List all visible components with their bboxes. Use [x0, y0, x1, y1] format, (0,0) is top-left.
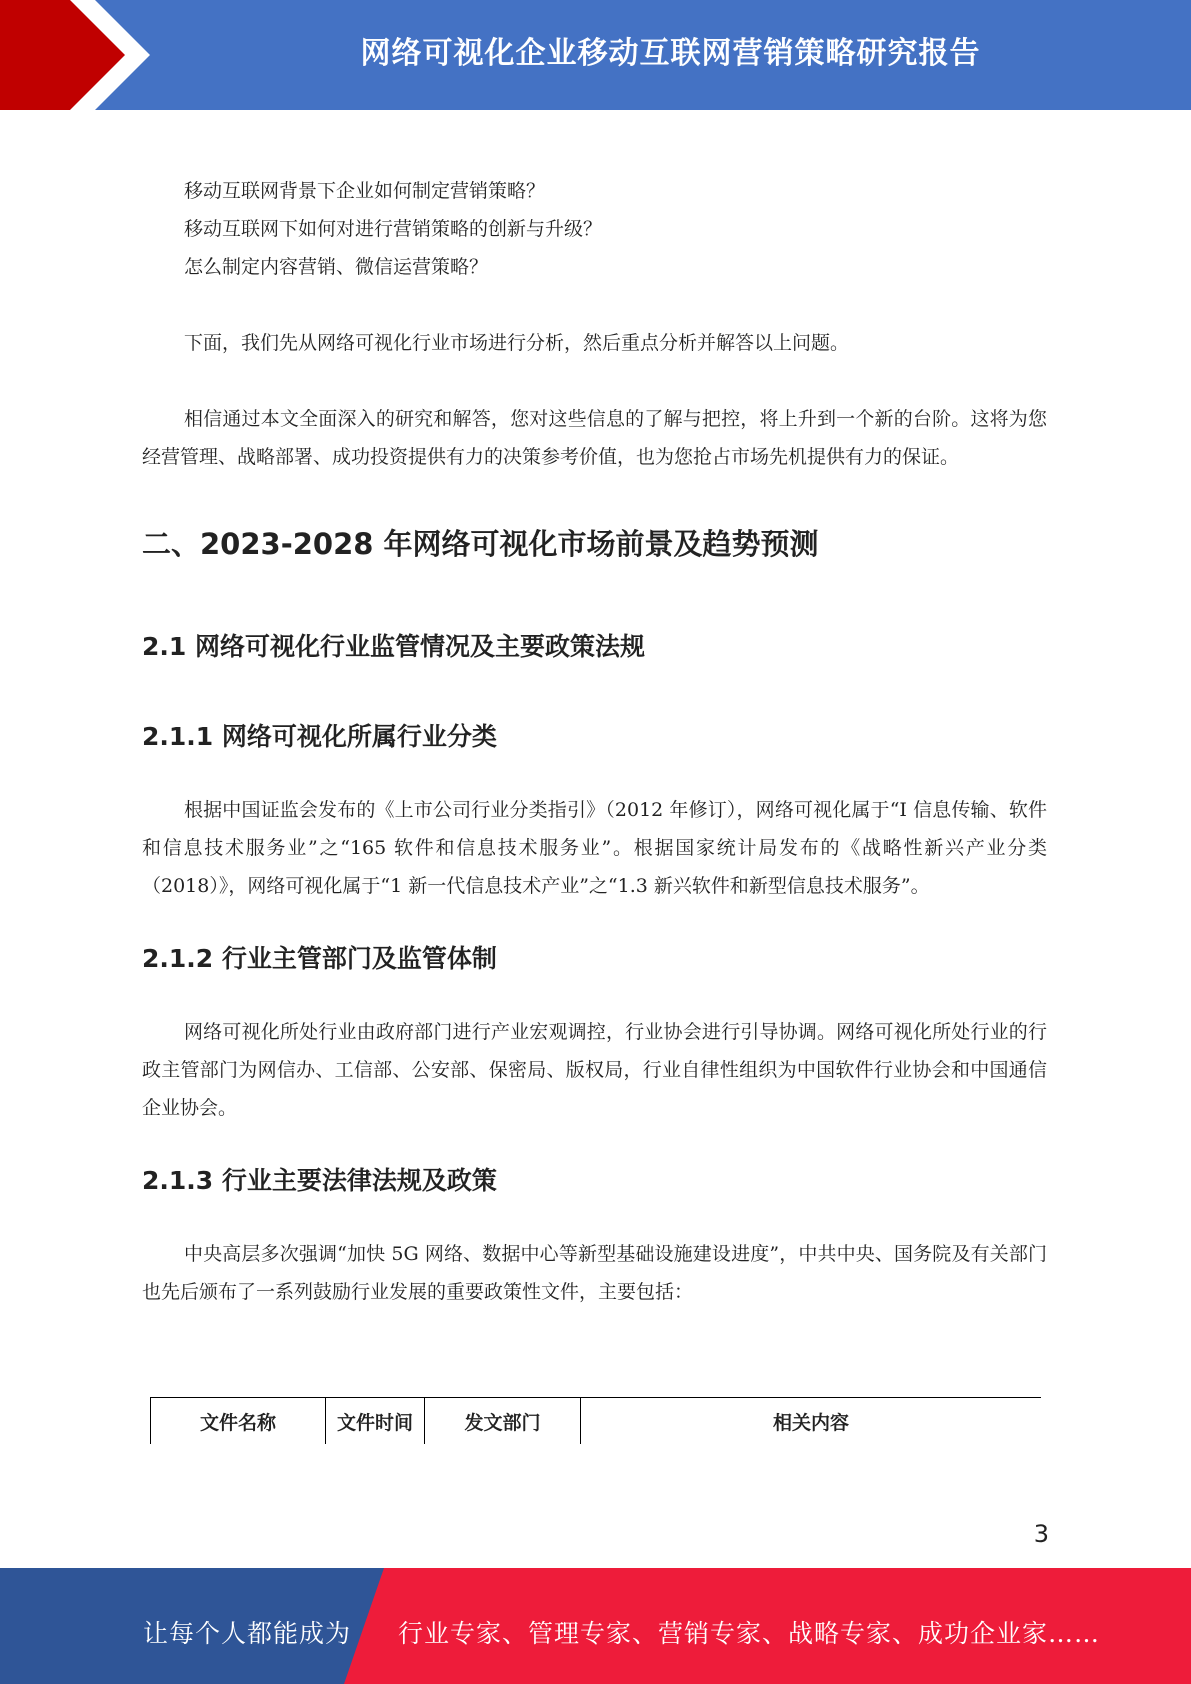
subsubsection-heading: 2.1.3 行业主要法律法规及政策: [142, 1166, 497, 1195]
footer-slogan-left: 让每个人都能成为: [143, 1619, 352, 1648]
table-header-row: [151, 1398, 1042, 1445]
question-line: 移动互联网背景下企业如何制定营销策略？: [184, 180, 546, 202]
table-header-cell: 文件名称: [151, 1398, 326, 1445]
subsubsection-heading: 2.1.2 行业主管部门及监管体制: [142, 944, 497, 973]
intro-paragraph: 相信通过本文全面深入的研究和解答，您对这些信息的了解与把控，将上升到一个新的台阶。这将为您经营管理、战略部署、成功投资提供有力的决策参考价值，也为您抢占市场先机提供有力的保证。: [142, 408, 1047, 468]
footer-slogan-right: 行业专家、管理专家、营销专家、战略专家、成功企业家……: [398, 1619, 1101, 1648]
body-paragraph: 网络可视化所处行业由政府部门进行产业宏观调控，行业协会进行引导协调。网络可视化所处行业的行政主管部门为网信办、工信部、公安部、保密局、版权局，行业自律性组织为中国软件行业协会和中国通信企业协会。: [142, 1021, 1047, 1119]
subsubsection-heading: 2.1.1 网络可视化所属行业分类: [142, 722, 497, 751]
question-line: 怎么制定内容营销、微信运营策略？: [184, 256, 489, 278]
page-content: [142, 172, 1047, 1311]
page-number: 3: [1033, 1520, 1049, 1548]
section-heading: 二、2023-2028 年网络可视化市场前景及趋势预测: [142, 527, 819, 561]
page-footer: [0, 1568, 1191, 1684]
body-paragraph: 根据中国证监会发布的《上市公司行业分类指引》（2012 年修订），网络可视化属于“I 信息传输、软件和信息技术服务业”之“165 软件和信息技术服务业”。根据国家统计局发布的《战略性新兴产业分类（2018）》，网络可视化属于“1 新一代信息技术产业”之“1.3 新兴软件和新型信息技术服务”。: [142, 799, 1047, 897]
page-header: [0, 0, 1191, 110]
report-title: 网络可视化企业移动互联网营销策略研究报告: [360, 36, 981, 71]
table-header-cell: 文件时间: [326, 1398, 425, 1445]
table-header-cell: 相关内容: [581, 1398, 1042, 1445]
question-line: 移动互联网下如何对进行营销策略的创新与升级？: [184, 218, 603, 240]
subsection-heading: 2.1 网络可视化行业监管情况及主要政策法规: [142, 632, 645, 661]
policy-table: [150, 1397, 1041, 1444]
intro-paragraph: 下面，我们先从网络可视化行业市场进行分析，然后重点分析并解答以上问题。: [184, 332, 850, 354]
table-header-cell: 发文部门: [425, 1398, 581, 1445]
body-paragraph: 中央高层多次强调“加快 5G 网络、数据中心等新型基础设施建设进度”，中共中央、国务院及有关部门也先后颁布了一系列鼓励行业发展的重要政策性文件，主要包括：: [142, 1243, 1047, 1303]
